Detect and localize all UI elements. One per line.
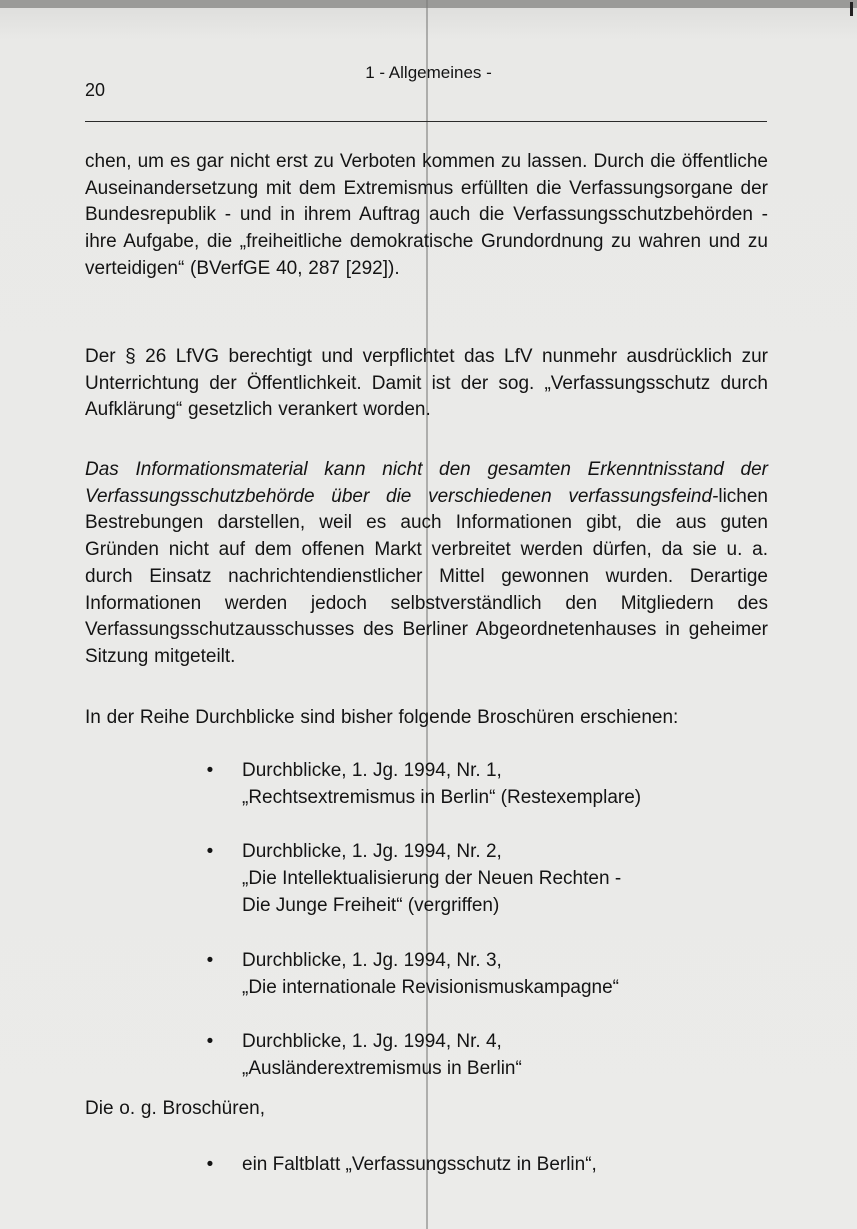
brochure-line: Die Junge Freiheit“ (vergriffen) [242,895,500,916]
brochure-entry [242,757,762,811]
paragraph-rest: lichen Bestrebungen darstellen, weil es auch Informationen gibt, die aus guten Gründen nicht auf dem offenen Markt verbreitet werden dürfen, da sie u. a. durch Einsatz nachrichtendienstlicher Mittel gewonnen wurden. Derartige Informationen werden jedoch selbstverständlich den Mitgliedern des Verfassungsschutzausschusses des Berliner Abgeordnetenhauses in geheimer Sitzung mitgeteilt. [85,485,768,667]
bullet-icon: • [206,841,214,862]
brochure-entry [242,947,762,1001]
brochure-line: „Die Intellektualisierung der Neuen Rechten - [242,868,622,889]
closing-line: ein Faltblatt „Verfassungsschutz in Berlin“, [242,1154,597,1175]
page-number: 20 [85,80,106,100]
paragraph-extremism: chen, um es gar nicht erst zu Verboten kommen zu lassen. Durch die öffentliche Auseinandersetzung mit dem Extremismus erfüllten die Verfassungsorgane der Bundesrepublik - und in ihrem Auftrag auch die Verfassungsschutzbehörden - ihre Aufgabe, die „freiheitliche demokratische Grundordnung zu wahren und zu verteidigen“ (BVerfGE 40, 287 [292]). [85,151,768,279]
list-item [0,947,857,1028]
scan-edge-mark [850,2,853,16]
list-item [0,838,857,947]
paragraph-lfvg: Der § 26 LfVG berechtigt und verpflichtet das LfV nunmehr ausdrücklich zur Unterrichtung der Öffentlichkeit. Damit ist der sog. „Verfassungsschutz durch Aufklärung“ gesetzlich verankert worden. [85,346,768,421]
bullet-icon: • [206,760,214,781]
brochure-line: „Rechtsextremismus in Berlin“ (Restexemplare) [242,787,642,808]
list-item [0,1028,857,1088]
closing-list [0,1151,857,1181]
closing-entry [242,1151,762,1178]
paragraph-series-intro: In der Reihe Durchblicke sind bisher folgende Broschüren erschienen: [85,707,679,728]
brochure-line: „Ausländerextremismus in Berlin“ [242,1058,522,1079]
running-head: 1 - Allgemeines - [365,63,492,82]
list-item [0,1151,857,1181]
bullet-icon: • [206,1154,214,1175]
paragraph-italic-part: Das Informationsmaterial kann nicht den gesamten Erkenntnisstand der Verfassungsschutzbehörde über die verschiedenen verfassungsfeind- [85,459,768,507]
brochure-line: Durchblicke, 1. Jg. 1994, Nr. 1, [242,760,502,781]
brochure-list [0,757,857,1088]
scan-top-edge [0,0,857,8]
header-rule [85,121,767,122]
brochure-entry [242,1028,762,1082]
brochure-line: Durchblicke, 1. Jg. 1994, Nr. 3, [242,950,502,971]
brochure-line: Durchblicke, 1. Jg. 1994, Nr. 2, [242,841,502,862]
bullet-icon: • [206,1031,214,1052]
brochure-line: Durchblicke, 1. Jg. 1994, Nr. 4, [242,1031,502,1052]
brochure-entry [242,838,762,919]
brochure-line: „Die internationale Revisionismuskampagne“ [242,977,620,998]
list-item [0,757,857,838]
paragraph-information-material [85,457,768,671]
closing-intro: Die o. g. Broschüren, [85,1098,265,1119]
bullet-icon: • [206,950,214,971]
